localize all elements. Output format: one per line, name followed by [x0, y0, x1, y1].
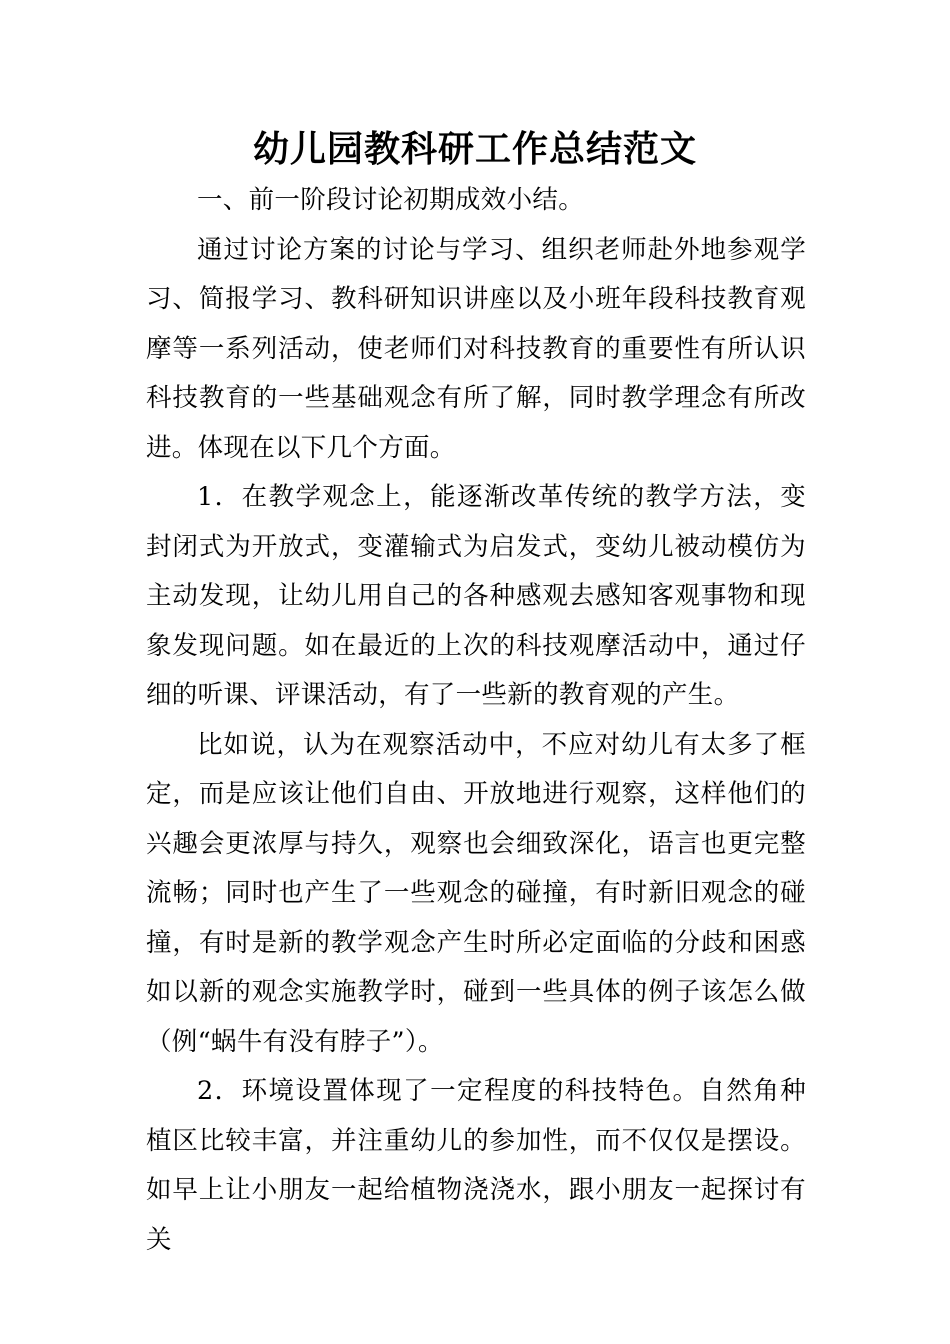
paragraph: 1．在教学观念上，能逐渐改革传统的教学方法，变封闭式为开放式，变灌输式为启发式，变幼儿被动模仿为主动发现，让幼儿用自己的各种感观去感知客观事物和现象发现问题。如在最近的上次的科技观摩活动中，通过仔细的听课、评课活动，有了一些新的教育观的产生。	[146, 482, 806, 710]
document-body	[146, 176, 806, 1265]
paragraph: 通过讨论方案的讨论与学习、组织老师赴外地参观学习、简报学习、教科研知识讲座以及小班年段科技教育观摩等一系列活动，使老师们对科技教育的重要性有所认识科技教育的一些基础观念有所了解，同时教学理念有所改进。体现在以下几个方面。	[146, 234, 806, 463]
document-title: 幼儿园教科研工作总结范文	[252, 129, 697, 170]
section-heading: 一、前一阶段讨论初期成效小结。	[197, 185, 585, 215]
paragraph: 比如说，认为在观察活动中，不应对幼儿有太多了框定，而是应该让他们自由、开放地进行观察，这样他们的兴趣会更浓厚与持久，观察也会细致深化，语言也更完整流畅；同时也产生了一些观念的碰撞，有时新旧观念的碰撞，有时是新的教学观念产生时所必定面临的分歧和困惑如以新的观念实施教学时，碰到一些具体的例子该怎么做（例“蜗牛有没有脖子”）。	[146, 729, 806, 1057]
paragraph: 2．环境设置体现了一定程度的科技特色。自然角种植区比较丰富，并注重幼儿的参加性，而不仅仅是摆设。如早上让小朋友一起给植物浇浇水，跟小朋友一起探讨有关	[146, 1076, 806, 1255]
